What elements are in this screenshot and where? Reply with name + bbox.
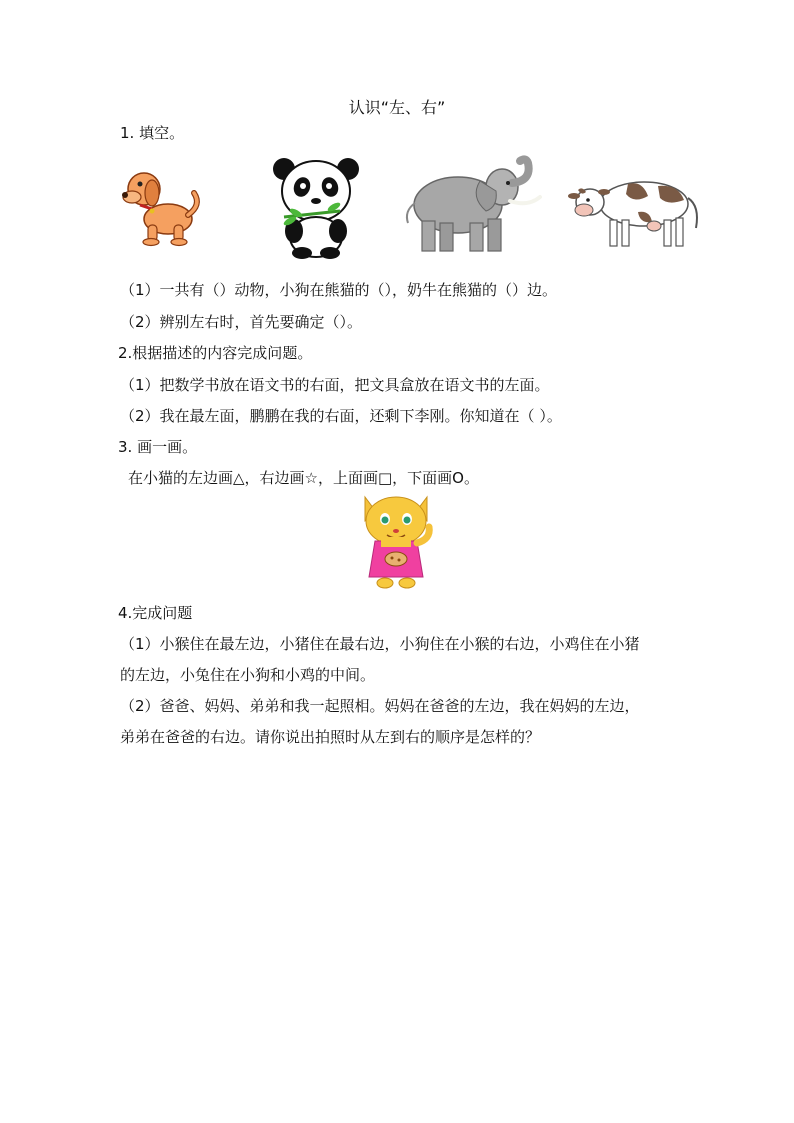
cat-image	[357, 493, 435, 589]
q3-heading: 3. 画一画。	[118, 438, 198, 456]
q3-item-1: 在小猫的左边画△，右边画☆，上面画□，下面画O。	[128, 469, 479, 487]
q1-heading: 1. 填空。	[120, 124, 185, 142]
dog-image	[118, 163, 202, 247]
q4-item-2-line-2: 弟弟在爸爸的右边。请你说出拍照时从左到右的顺序是怎样的？	[120, 728, 541, 746]
q4-item-1-line-1: （1）小猴住在最左边，小猪住在最右边，小狗住在小猴的右边，小鸡住在小猪	[120, 635, 640, 653]
cow-image	[568, 170, 703, 250]
elephant-image	[400, 155, 545, 255]
q2-item-1: （1）把数学书放在语文书的右面，把文具盒放在语文书的左面。	[120, 376, 550, 394]
page-title: 认识“左、右”	[348, 98, 446, 117]
q1-item-2: （2）辨别左右时，首先要确定（）。	[120, 313, 363, 331]
q4-item-1-line-2: 的左边，小兔住在小狗和小鸡的中间。	[120, 666, 376, 684]
q4-item-2-line-1: （2）爸爸、妈妈、弟弟和我一起照相。妈妈在爸爸的左边，我在妈妈的左边，	[120, 697, 640, 715]
q1-item-1: （1）一共有（）动物，小狗在熊猫的（），奶牛在熊猫的（）边。	[120, 281, 558, 299]
panda-image	[270, 155, 362, 259]
q2-heading: 2.根据描述的内容完成问题。	[118, 344, 313, 362]
q4-heading: 4.完成问题	[118, 604, 193, 622]
q2-item-2: （2）我在最左面，鹏鹏在我的右面，还剩下李刚。你知道在（ ）。	[120, 407, 562, 425]
